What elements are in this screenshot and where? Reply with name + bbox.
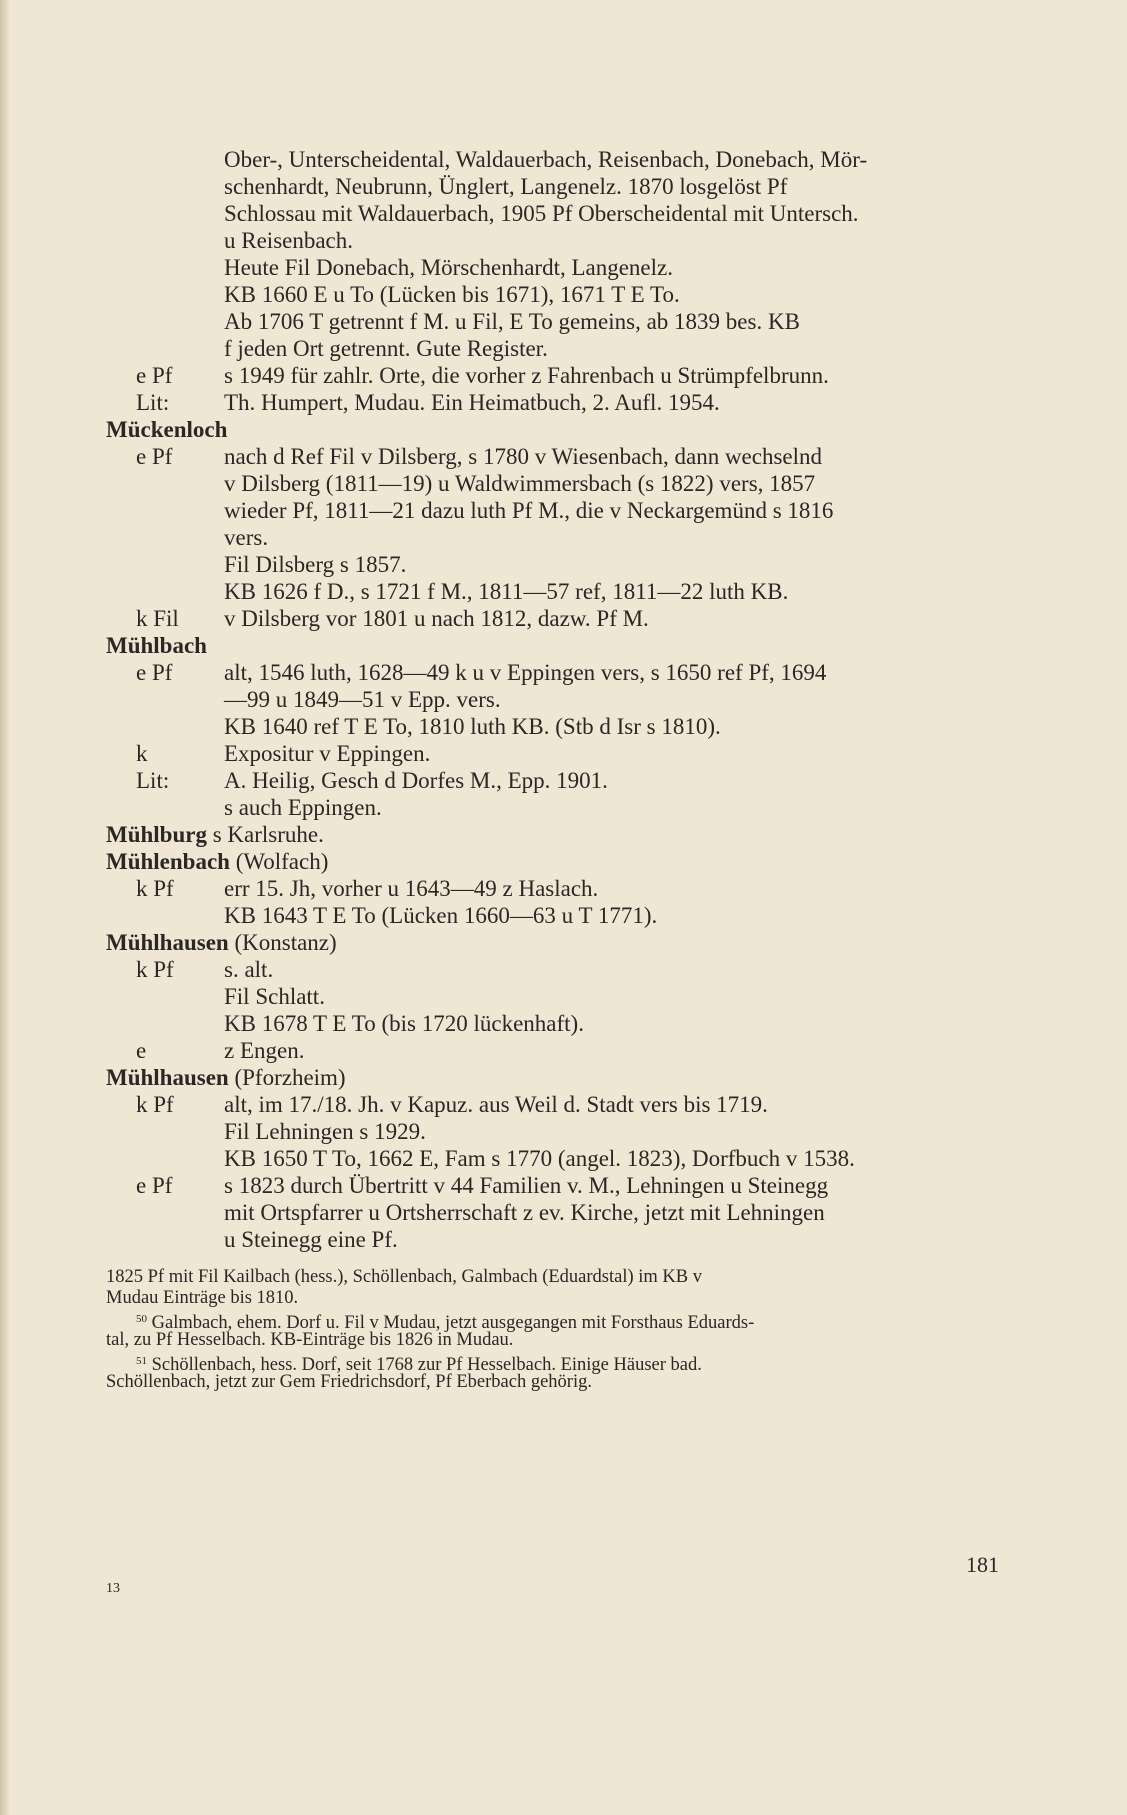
text-line bbox=[106, 1091, 1026, 1118]
row-label: k Pf bbox=[136, 876, 174, 901]
footnote-body: Schöllenbach, hess. Dorf, seit 1768 zur Pf Hesselbach. Einige Häuser bad. bbox=[147, 1355, 702, 1375]
main-text bbox=[106, 146, 1026, 1253]
text-line bbox=[106, 524, 1026, 551]
row-text: Ab 1706 T getrennt f M. u Fil, E To gemeins, ab 1839 bes. KB bbox=[224, 309, 800, 334]
footnote-text bbox=[106, 1288, 298, 1309]
footnote-line bbox=[106, 1351, 1026, 1375]
entry-heading bbox=[106, 416, 227, 443]
text-line bbox=[106, 902, 1026, 929]
footnote-body: Mudau Einträge bis 1810. bbox=[106, 1288, 299, 1308]
footnotes bbox=[106, 1267, 1026, 1393]
text-line bbox=[106, 740, 1026, 767]
row-text: u Reisenbach. bbox=[224, 228, 354, 253]
row-text: Ober-, Unterscheidental, Waldauerbach, Reisenbach, Donebach, Mör- bbox=[224, 147, 868, 172]
row-text: KB 1640 ref T E To, 1810 luth KB. (Stb d Isr s 1810). bbox=[224, 714, 721, 739]
signature-mark: 13 bbox=[106, 1581, 120, 1596]
row-text: —99 u 1849—51 v Epp. vers. bbox=[224, 687, 501, 712]
row-text: Schlossau mit Waldauerbach, 1905 Pf Oberscheidental mit Untersch. bbox=[224, 201, 859, 226]
row-text: KB 1643 T E To (Lücken 1660—63 u T 1771). bbox=[224, 903, 658, 928]
row-text: Expositur v Eppingen. bbox=[224, 741, 431, 766]
footnote-line bbox=[106, 1267, 1026, 1288]
page-number: 181 bbox=[966, 1552, 999, 1577]
row-text: s 1823 durch Übertritt v 44 Familien v. M., Lehningen u Steinegg bbox=[224, 1173, 829, 1198]
text-line bbox=[106, 659, 1026, 686]
entry-name: Mühlenbach bbox=[106, 849, 230, 874]
text-line bbox=[106, 308, 1026, 335]
row-text: s 1949 für zahlr. Orte, die vorher z Fahrenbach u Strümpfelbrunn. bbox=[224, 363, 829, 388]
text-line bbox=[106, 254, 1026, 281]
entry-heading bbox=[106, 1064, 346, 1091]
entry-name: Mühlbach bbox=[106, 633, 207, 658]
text-line bbox=[106, 173, 1026, 200]
row-text: s. alt. bbox=[224, 957, 274, 982]
text-line bbox=[106, 551, 1026, 578]
row-label: e Pf bbox=[136, 1173, 173, 1198]
text-line bbox=[106, 146, 1026, 173]
footnote-body: 1825 Pf mit Fil Kailbach (hess.), Schöllenbach, Galmbach (Eduardstal) im KB v bbox=[106, 1267, 702, 1287]
entry-heading bbox=[106, 632, 207, 659]
row-text: Th. Humpert, Mudau. Ein Heimatbuch, 2. Aufl. 1954. bbox=[224, 390, 720, 415]
footnote-line bbox=[106, 1309, 1026, 1333]
row-text: z Engen. bbox=[224, 1038, 305, 1063]
footnote-marker: 51 bbox=[136, 1355, 147, 1367]
text-line bbox=[106, 362, 1026, 389]
text-line bbox=[106, 686, 1026, 713]
entry-qualifier: (Konstanz) bbox=[228, 930, 337, 955]
entry-heading bbox=[106, 929, 337, 956]
footnote-body: tal, zu Pf Hesselbach. KB-Einträge bis 1826 in Mudau. bbox=[106, 1330, 514, 1350]
entry-name: Mühlhausen bbox=[106, 1065, 229, 1090]
row-text: A. Heilig, Gesch d Dorfes M., Epp. 1901. bbox=[224, 768, 608, 793]
text-line bbox=[106, 1226, 1026, 1253]
entry-line bbox=[106, 929, 1026, 956]
row-text: wieder Pf, 1811—21 dazu luth Pf M., die v Neckargemünd s 1816 bbox=[224, 498, 834, 523]
text-line bbox=[106, 443, 1026, 470]
row-text: alt, im 17./18. Jh. v Kapuz. aus Weil d. Stadt vers bis 1719. bbox=[224, 1092, 768, 1117]
text-line bbox=[106, 281, 1026, 308]
text-line bbox=[106, 956, 1026, 983]
row-text: v Dilsberg vor 1801 u nach 1812, dazw. Pf M. bbox=[224, 606, 649, 631]
text-line bbox=[106, 1010, 1026, 1037]
footnote-marker: 50 bbox=[136, 1313, 147, 1325]
text-line bbox=[106, 1199, 1026, 1226]
page-content bbox=[106, 146, 1026, 1393]
row-text: KB 1650 T To, 1662 E, Fam s 1770 (angel. 1823), Dorfbuch v 1538. bbox=[224, 1146, 855, 1171]
row-text: alt, 1546 luth, 1628—49 k u v Eppingen vers, s 1650 ref Pf, 1694 bbox=[224, 660, 827, 685]
text-line bbox=[106, 1037, 1026, 1064]
row-label: k bbox=[136, 741, 148, 766]
row-text: v Dilsberg (1811—19) u Waldwimmersbach (s 1822) vers, 1857 bbox=[224, 471, 816, 496]
text-line bbox=[106, 1145, 1026, 1172]
entry-line bbox=[106, 1064, 1026, 1091]
row-text: vers. bbox=[224, 525, 269, 550]
row-label: e Pf bbox=[136, 444, 173, 469]
text-line bbox=[106, 227, 1026, 254]
text-line bbox=[106, 713, 1026, 740]
entry-line bbox=[106, 416, 1026, 443]
text-line bbox=[106, 335, 1026, 362]
text-line bbox=[106, 200, 1026, 227]
text-line bbox=[106, 1172, 1026, 1199]
footnote-body: Schöllenbach, jetzt zur Gem Friedrichsdorf, Pf Eberbach gehörig. bbox=[106, 1372, 592, 1392]
row-text: KB 1660 E u To (Lücken bis 1671), 1671 T E To. bbox=[224, 282, 680, 307]
footnote-body: Galmbach, ehem. Dorf u. Fil v Mudau, jetzt ausgegangen mit Forsthaus Eduards- bbox=[147, 1313, 755, 1333]
row-label: k Pf bbox=[136, 1092, 174, 1117]
row-text: Fil Schlatt. bbox=[224, 984, 325, 1009]
text-line bbox=[106, 1118, 1026, 1145]
row-text: Fil Dilsberg s 1857. bbox=[224, 552, 407, 577]
row-label: Lit: bbox=[136, 768, 170, 793]
row-text: Fil Lehningen s 1929. bbox=[224, 1119, 426, 1144]
text-line bbox=[106, 497, 1026, 524]
footnote-text bbox=[106, 1330, 513, 1351]
page-edge bbox=[0, 0, 10, 1815]
row-text: mit Ortspfarrer u Ortsherrschaft z ev. Kirche, jetzt mit Lehningen bbox=[224, 1200, 825, 1225]
text-line bbox=[106, 794, 1026, 821]
row-text: err 15. Jh, vorher u 1643—49 z Haslach. bbox=[224, 876, 599, 901]
row-label: e Pf bbox=[136, 363, 173, 388]
footnote-line bbox=[106, 1288, 1026, 1309]
entry-qualifier: (Wolfach) bbox=[229, 849, 329, 874]
entry-heading bbox=[106, 821, 324, 848]
row-label: Lit: bbox=[136, 390, 170, 415]
entry-qualifier: (Pforzheim) bbox=[228, 1065, 346, 1090]
entry-line bbox=[106, 848, 1026, 875]
footnote-text bbox=[106, 1372, 592, 1393]
entry-name: Mühlhausen bbox=[106, 930, 229, 955]
text-line bbox=[106, 389, 1026, 416]
row-text: u Steinegg eine Pf. bbox=[224, 1227, 398, 1252]
footnote-text bbox=[106, 1267, 702, 1288]
entry-name: Mückenloch bbox=[106, 417, 228, 442]
text-line bbox=[106, 605, 1026, 632]
text-line bbox=[106, 875, 1026, 902]
row-label: e bbox=[136, 1038, 147, 1063]
row-text: KB 1678 T E To (bis 1720 lückenhaft). bbox=[224, 1011, 584, 1036]
row-text: schenhardt, Neubrunn, Ünglert, Langenelz. 1870 losgelöst Pf bbox=[224, 174, 788, 199]
entry-line bbox=[106, 632, 1026, 659]
row-text: KB 1626 f D., s 1721 f M., 1811—57 ref, 1811—22 luth KB. bbox=[224, 579, 789, 604]
row-text: s auch Eppingen. bbox=[224, 795, 382, 820]
row-text: f jeden Ort getrennt. Gute Register. bbox=[224, 336, 548, 361]
text-line bbox=[106, 470, 1026, 497]
entry-name: Mühlburg bbox=[106, 822, 207, 847]
row-text: nach d Ref Fil v Dilsberg, s 1780 v Wiesenbach, dann wechselnd bbox=[224, 444, 823, 469]
entry-line bbox=[106, 821, 1026, 848]
row-label: e Pf bbox=[136, 660, 173, 685]
row-label: k Pf bbox=[136, 957, 174, 982]
row-label: k Fil bbox=[136, 606, 179, 631]
footnote-line bbox=[106, 1372, 1026, 1393]
text-line bbox=[106, 767, 1026, 794]
entry-heading bbox=[106, 848, 328, 875]
text-line bbox=[106, 983, 1026, 1010]
row-text: Heute Fil Donebach, Mörschenhardt, Langenelz. bbox=[224, 255, 673, 280]
entry-qualifier: s Karlsruhe. bbox=[206, 822, 324, 847]
footnote-line bbox=[106, 1330, 1026, 1351]
text-line bbox=[106, 578, 1026, 605]
